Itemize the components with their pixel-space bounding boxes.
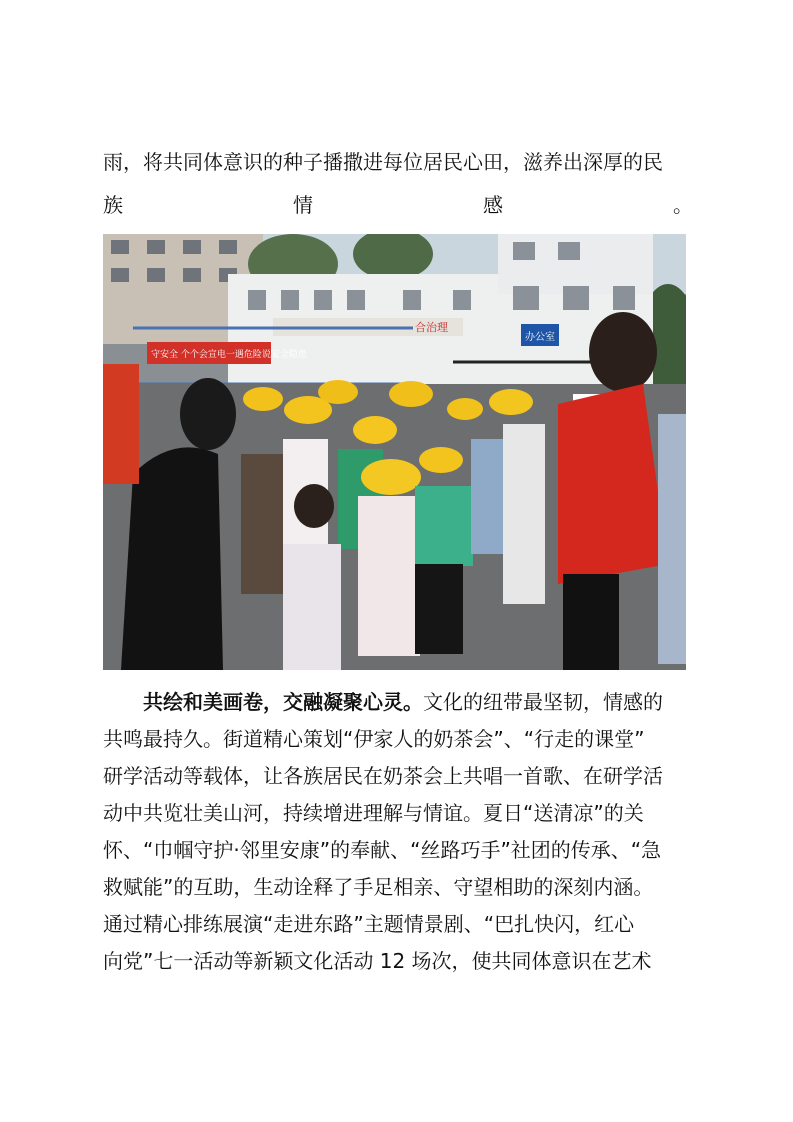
banner-text-mid: 合治理 — [415, 321, 448, 334]
paragraph2-line1-rest: 文化的纽带最坚韧，情感的 — [423, 690, 663, 714]
banner-text-left: 守安全 个个会宣电一遇危险说安全隐患 — [151, 350, 307, 360]
door-sign-text: 办公室 — [525, 332, 555, 343]
paragraph2-line: 怀、“巾帼守护·邻里安康”的奉献、“丝路巧手”社团的传承、“急 — [103, 838, 662, 862]
paragraph2-line: 动中共览壮美山河，持续增进理解与情谊。夏日“送清凉”的关 — [103, 801, 644, 825]
paragraph-line-justified — [103, 193, 693, 217]
paragraph2-line: 共鸣最持久。街道精心策划“伊家人的奶茶会”、“行走的课堂” — [103, 727, 645, 751]
char: 。 — [673, 193, 693, 217]
paragraph2-lead: 共绘和美画卷，交融凝聚心灵。 — [143, 690, 423, 714]
char: 感 — [483, 193, 503, 217]
paragraph-line: 雨，将共同体意识的种子播撒进每位居民心田，滋养出深厚的民 — [103, 150, 663, 174]
paragraph2-line: 救赋能”的互助，生动诠释了手足相亲、守望相助的深刻内涵。 — [103, 875, 654, 899]
paragraph2-line: 研学活动等载体，让各族居民在奶茶会上共唱一首歌、在研学活 — [103, 764, 663, 788]
community-activity-photo — [103, 234, 686, 670]
paragraph2-line: 通过精心排练展演“走进东路”主题情景剧、“巴扎快闪，红心 — [103, 912, 635, 936]
paragraph2-line: 向党”七一活动等新颖文化活动 12 场次，使共同体意识在艺术 — [103, 949, 652, 973]
paragraph2-line-1 — [103, 690, 693, 714]
char: 族 — [103, 193, 123, 217]
char: 情 — [293, 193, 313, 217]
